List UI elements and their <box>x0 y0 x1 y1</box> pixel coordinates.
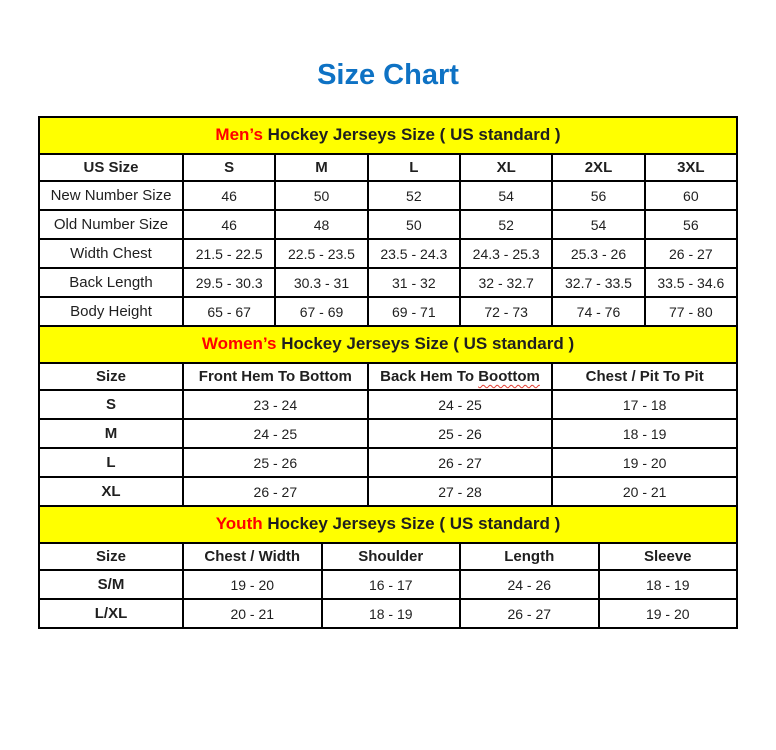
section-title: Hockey Jerseys Size ( US standard ) <box>276 334 575 353</box>
size-value-cell: 26 - 27 <box>460 599 599 628</box>
table-row <box>39 570 737 599</box>
size-value-cell: 52 <box>368 181 460 210</box>
size-value-cell: 18 - 19 <box>552 419 737 448</box>
row-label: L <box>39 448 183 477</box>
row-label: S/M <box>39 570 183 599</box>
size-value-cell: 21.5 - 22.5 <box>183 239 275 268</box>
size-value-cell: 72 - 73 <box>460 297 552 326</box>
size-value-cell: 16 - 17 <box>322 570 461 599</box>
table-row <box>39 477 737 506</box>
size-value-cell: 24 - 25 <box>368 390 553 419</box>
size-value-cell: 74 - 76 <box>552 297 644 326</box>
size-value-cell: 60 <box>645 181 737 210</box>
column-header: Chest / Pit To Pit <box>552 363 737 390</box>
table-row <box>39 599 737 628</box>
size-value-cell: 18 - 19 <box>322 599 461 628</box>
size-value-cell: 29.5 - 30.3 <box>183 268 275 297</box>
size-value-cell: 26 - 27 <box>183 477 368 506</box>
size-tables-container <box>38 116 738 629</box>
header-row <box>39 363 737 390</box>
mens-size-table <box>38 116 738 327</box>
size-value-cell: 69 - 71 <box>368 297 460 326</box>
womens-size-table <box>38 325 738 507</box>
section-title: Hockey Jerseys Size ( US standard ) <box>262 514 561 533</box>
size-value-cell: 24 - 25 <box>183 419 368 448</box>
column-header: US Size <box>39 154 183 181</box>
size-value-cell: 25.3 - 26 <box>552 239 644 268</box>
table-row <box>39 390 737 419</box>
womens-section-header <box>38 325 738 364</box>
size-value-cell: 54 <box>552 210 644 239</box>
misspelled-word: Boottom <box>478 368 540 385</box>
section-name-highlight: Women’s <box>201 334 277 353</box>
womens-table <box>38 362 738 507</box>
size-value-cell: 22.5 - 23.5 <box>275 239 367 268</box>
row-label: Back Length <box>39 268 183 297</box>
size-value-cell: 56 <box>645 210 737 239</box>
column-header: Shoulder <box>322 543 461 570</box>
size-value-cell: 23 - 24 <box>183 390 368 419</box>
size-value-cell: 25 - 26 <box>183 448 368 477</box>
size-value-cell: 26 - 27 <box>645 239 737 268</box>
size-value-cell: 46 <box>183 181 275 210</box>
row-label: S <box>39 390 183 419</box>
table-row <box>39 419 737 448</box>
size-value-cell: 24.3 - 25.3 <box>460 239 552 268</box>
row-label: Width Chest <box>39 239 183 268</box>
size-value-cell: 54 <box>460 181 552 210</box>
column-header: Size <box>39 363 183 390</box>
size-chart-page <box>0 58 776 629</box>
column-header: XL <box>460 154 552 181</box>
youth-table <box>38 542 738 629</box>
size-value-cell: 31 - 32 <box>368 268 460 297</box>
section-title: Hockey Jerseys Size ( US standard ) <box>262 125 561 144</box>
row-label: M <box>39 419 183 448</box>
column-header: Length <box>460 543 599 570</box>
size-value-cell: 52 <box>460 210 552 239</box>
table-row <box>39 448 737 477</box>
size-value-cell: 18 - 19 <box>599 570 738 599</box>
size-value-cell: 48 <box>275 210 367 239</box>
row-label: Old Number Size <box>39 210 183 239</box>
size-value-cell: 56 <box>552 181 644 210</box>
column-header: Front Hem To Bottom <box>183 363 368 390</box>
size-value-cell: 19 - 20 <box>183 570 322 599</box>
column-header: Size <box>39 543 183 570</box>
table-row <box>39 268 737 297</box>
row-label: XL <box>39 477 183 506</box>
table-row <box>39 210 737 239</box>
mens-section-header <box>38 116 738 155</box>
section-name-highlight: Youth <box>215 514 263 533</box>
size-value-cell: 17 - 18 <box>552 390 737 419</box>
table-row <box>39 297 737 326</box>
size-value-cell: 33.5 - 34.6 <box>645 268 737 297</box>
column-header: L <box>368 154 460 181</box>
column-header: S <box>183 154 275 181</box>
size-value-cell: 19 - 20 <box>599 599 738 628</box>
size-value-cell: 32 - 32.7 <box>460 268 552 297</box>
size-value-cell: 30.3 - 31 <box>275 268 367 297</box>
column-header: Back Hem To Boottom <box>368 363 553 390</box>
size-value-cell: 23.5 - 24.3 <box>368 239 460 268</box>
column-header: Sleeve <box>599 543 738 570</box>
column-header: M <box>275 154 367 181</box>
table-row <box>39 181 737 210</box>
size-value-cell: 19 - 20 <box>552 448 737 477</box>
row-label: New Number Size <box>39 181 183 210</box>
section-name-highlight: Men’s <box>215 125 263 144</box>
header-row <box>39 543 737 570</box>
mens-table <box>38 153 738 327</box>
size-value-cell: 77 - 80 <box>645 297 737 326</box>
size-value-cell: 65 - 67 <box>183 297 275 326</box>
youth-size-table <box>38 505 738 629</box>
size-value-cell: 20 - 21 <box>183 599 322 628</box>
column-header: 2XL <box>552 154 644 181</box>
size-value-cell: 67 - 69 <box>275 297 367 326</box>
size-value-cell: 46 <box>183 210 275 239</box>
size-value-cell: 32.7 - 33.5 <box>552 268 644 297</box>
size-value-cell: 50 <box>275 181 367 210</box>
size-value-cell: 20 - 21 <box>552 477 737 506</box>
row-label: L/XL <box>39 599 183 628</box>
page-title: Size Chart <box>317 59 459 91</box>
column-header: 3XL <box>645 154 737 181</box>
size-value-cell: 50 <box>368 210 460 239</box>
table-row <box>39 239 737 268</box>
size-value-cell: 25 - 26 <box>368 419 553 448</box>
header-row <box>39 154 737 181</box>
row-label: Body Height <box>39 297 183 326</box>
column-header: Chest / Width <box>183 543 322 570</box>
size-value-cell: 27 - 28 <box>368 477 553 506</box>
youth-section-header <box>38 505 738 544</box>
size-value-cell: 24 - 26 <box>460 570 599 599</box>
size-value-cell: 26 - 27 <box>368 448 553 477</box>
